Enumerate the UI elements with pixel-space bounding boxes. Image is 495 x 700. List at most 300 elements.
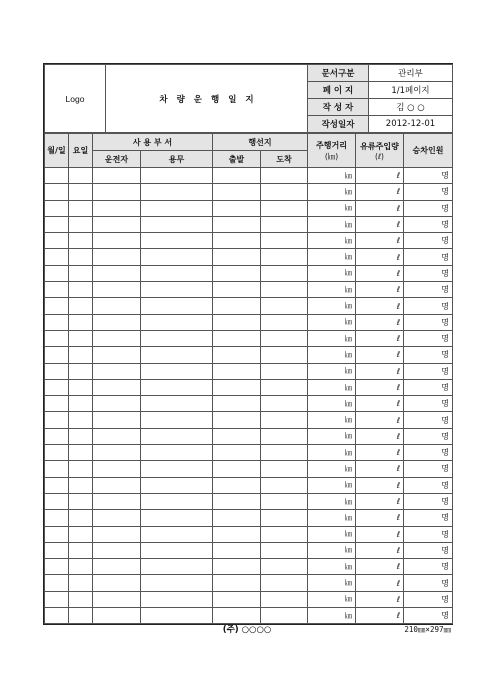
cell-depart[interactable] (213, 282, 261, 298)
cell-arrive[interactable] (261, 445, 308, 461)
cell-fuel[interactable]: ℓ (356, 379, 404, 395)
cell-arrive[interactable] (261, 608, 308, 624)
cell-date[interactable] (45, 461, 69, 477)
cell-fuel[interactable]: ℓ (356, 314, 404, 330)
cell-driver[interactable] (93, 265, 141, 281)
cell-fuel[interactable]: ℓ (356, 428, 404, 444)
cell-fuel[interactable]: ℓ (356, 298, 404, 314)
col-fuel-label: 유류주입량 (360, 141, 399, 151)
table-row (45, 184, 453, 200)
meta-value-author[interactable]: 김 ○ ○ (369, 99, 453, 116)
cell-depart[interactable] (213, 396, 261, 412)
cell-distance[interactable]: ㎞ (308, 200, 356, 216)
cell-passengers[interactable]: 명 (404, 249, 453, 265)
cell-passengers[interactable]: 명 (404, 428, 453, 444)
col-purpose: 용무 (141, 151, 213, 168)
cell-purpose[interactable] (141, 233, 213, 249)
col-date: 월/일 (45, 134, 69, 168)
cell-arrive[interactable] (261, 233, 308, 249)
cell-passengers[interactable]: 명 (404, 575, 453, 591)
cell-distance[interactable]: ㎞ (308, 608, 356, 624)
cell-depart[interactable] (213, 445, 261, 461)
cell-fuel[interactable]: ℓ (356, 461, 404, 477)
col-driver: 운전자 (93, 151, 141, 168)
cell-arrive[interactable] (261, 379, 308, 395)
cell-distance[interactable]: ㎞ (308, 249, 356, 265)
cell-fuel[interactable]: ℓ (356, 591, 404, 607)
table-row (45, 282, 453, 298)
cell-driver[interactable] (93, 184, 141, 200)
cell-depart[interactable] (213, 477, 261, 493)
col-fuel (356, 134, 404, 168)
cell-distance[interactable]: ㎞ (308, 379, 356, 395)
cell-arrive[interactable] (261, 200, 308, 216)
cell-fuel[interactable]: ℓ (356, 510, 404, 526)
cell-distance[interactable]: ㎞ (308, 461, 356, 477)
cell-driver[interactable] (93, 461, 141, 477)
cell-arrive[interactable] (261, 396, 308, 412)
cell-fuel[interactable]: ℓ (356, 526, 404, 542)
cell-fuel[interactable]: ℓ (356, 477, 404, 493)
cell-depart[interactable] (213, 184, 261, 200)
cell-depart[interactable] (213, 542, 261, 558)
col-passengers: 승차인원 (404, 134, 453, 168)
cell-arrive[interactable] (261, 265, 308, 281)
cell-depart[interactable] (213, 412, 261, 428)
meta-label-page: 페 이 지 (308, 82, 369, 99)
table-row (45, 330, 453, 346)
cell-depart[interactable] (213, 265, 261, 281)
cell-day[interactable] (69, 445, 93, 461)
cell-arrive[interactable] (261, 330, 308, 346)
cell-fuel[interactable]: ℓ (356, 233, 404, 249)
table-row (45, 412, 453, 428)
cell-fuel[interactable]: ℓ (356, 168, 404, 184)
cell-passengers[interactable]: 명 (404, 168, 453, 184)
cell-fuel[interactable]: ℓ (356, 412, 404, 428)
cell-day[interactable] (69, 282, 93, 298)
logo: Logo (45, 65, 106, 133)
cell-day[interactable] (69, 200, 93, 216)
cell-date[interactable] (45, 298, 69, 314)
cell-fuel[interactable]: ℓ (356, 200, 404, 216)
cell-passengers[interactable]: 명 (404, 265, 453, 281)
cell-distance[interactable]: ㎞ (308, 445, 356, 461)
cell-arrive[interactable] (261, 249, 308, 265)
cell-arrive[interactable] (261, 298, 308, 314)
cell-depart[interactable] (213, 510, 261, 526)
cell-purpose[interactable] (141, 298, 213, 314)
cell-day[interactable] (69, 396, 93, 412)
cell-day[interactable] (69, 184, 93, 200)
table-row (45, 608, 453, 624)
cell-day[interactable] (69, 347, 93, 363)
vehicle-log-form (43, 63, 453, 625)
table-row (45, 575, 453, 591)
cell-depart[interactable] (213, 379, 261, 395)
cell-depart[interactable] (213, 575, 261, 591)
cell-date[interactable] (45, 347, 69, 363)
cell-date[interactable] (45, 591, 69, 607)
cell-driver[interactable] (93, 216, 141, 232)
cell-distance[interactable]: ㎞ (308, 412, 356, 428)
cell-driver[interactable] (93, 445, 141, 461)
cell-passengers[interactable]: 명 (404, 184, 453, 200)
cell-passengers[interactable]: 명 (404, 363, 453, 379)
cell-arrive[interactable] (261, 168, 308, 184)
cell-purpose[interactable] (141, 526, 213, 542)
cell-passengers[interactable]: 명 (404, 347, 453, 363)
cell-date[interactable] (45, 200, 69, 216)
cell-fuel[interactable]: ℓ (356, 363, 404, 379)
cell-depart[interactable] (213, 200, 261, 216)
cell-purpose[interactable] (141, 347, 213, 363)
cell-driver[interactable] (93, 559, 141, 575)
cell-date[interactable] (45, 493, 69, 509)
cell-date[interactable] (45, 559, 69, 575)
cell-day[interactable] (69, 168, 93, 184)
cell-arrive[interactable] (261, 461, 308, 477)
cell-depart[interactable] (213, 608, 261, 624)
cell-purpose[interactable] (141, 396, 213, 412)
cell-passengers[interactable]: 명 (404, 200, 453, 216)
cell-passengers[interactable]: 명 (404, 542, 453, 558)
cell-driver[interactable] (93, 379, 141, 395)
footer (43, 623, 451, 635)
cell-purpose[interactable] (141, 200, 213, 216)
cell-purpose[interactable] (141, 216, 213, 232)
cell-day[interactable] (69, 510, 93, 526)
cell-fuel[interactable]: ℓ (356, 396, 404, 412)
cell-arrive[interactable] (261, 314, 308, 330)
cell-purpose[interactable] (141, 510, 213, 526)
cell-date[interactable] (45, 477, 69, 493)
cell-driver[interactable] (93, 363, 141, 379)
cell-day[interactable] (69, 591, 93, 607)
cell-fuel[interactable]: ℓ (356, 265, 404, 281)
cell-driver[interactable] (93, 249, 141, 265)
cell-driver[interactable] (93, 298, 141, 314)
cell-arrive[interactable] (261, 526, 308, 542)
cell-distance[interactable]: ㎞ (308, 510, 356, 526)
cell-arrive[interactable] (261, 184, 308, 200)
cell-passengers[interactable]: 명 (404, 298, 453, 314)
paper-size: 210㎜×297㎜ (404, 625, 451, 634)
cell-distance[interactable]: ㎞ (308, 314, 356, 330)
cell-date[interactable] (45, 396, 69, 412)
cell-date[interactable] (45, 168, 69, 184)
cell-passengers[interactable]: 명 (404, 477, 453, 493)
cell-passengers[interactable]: 명 (404, 379, 453, 395)
col-day: 요일 (69, 134, 93, 168)
log-table (44, 133, 453, 624)
cell-purpose[interactable] (141, 412, 213, 428)
cell-fuel[interactable]: ℓ (356, 608, 404, 624)
cell-day[interactable] (69, 477, 93, 493)
cell-purpose[interactable] (141, 608, 213, 624)
page-title: 차량운행일지 (106, 65, 308, 133)
cell-purpose[interactable] (141, 330, 213, 346)
table-row (45, 363, 453, 379)
table-row (45, 461, 453, 477)
cell-arrive[interactable] (261, 591, 308, 607)
cell-day[interactable] (69, 233, 93, 249)
cell-driver[interactable] (93, 608, 141, 624)
cell-distance[interactable]: ㎞ (308, 477, 356, 493)
table-row (45, 379, 453, 395)
cell-distance[interactable]: ㎞ (308, 216, 356, 232)
cell-day[interactable] (69, 216, 93, 232)
cell-distance[interactable]: ㎞ (308, 184, 356, 200)
cell-date[interactable] (45, 216, 69, 232)
cell-day[interactable] (69, 298, 93, 314)
cell-purpose[interactable] (141, 559, 213, 575)
table-row (45, 216, 453, 232)
cell-day[interactable] (69, 575, 93, 591)
cell-purpose[interactable] (141, 477, 213, 493)
cell-arrive[interactable] (261, 216, 308, 232)
cell-driver[interactable] (93, 591, 141, 607)
meta-label-doc-type: 문서구분 (308, 65, 369, 82)
cell-passengers[interactable]: 명 (404, 591, 453, 607)
cell-purpose[interactable] (141, 575, 213, 591)
cell-depart[interactable] (213, 347, 261, 363)
cell-fuel[interactable]: ℓ (356, 249, 404, 265)
cell-fuel[interactable]: ℓ (356, 445, 404, 461)
cell-fuel[interactable]: ℓ (356, 330, 404, 346)
cell-depart[interactable] (213, 591, 261, 607)
cell-fuel[interactable]: ℓ (356, 184, 404, 200)
cell-date[interactable] (45, 379, 69, 395)
cell-arrive[interactable] (261, 428, 308, 444)
cell-passengers[interactable]: 명 (404, 330, 453, 346)
cell-driver[interactable] (93, 314, 141, 330)
cell-distance[interactable]: ㎞ (308, 559, 356, 575)
cell-driver[interactable] (93, 542, 141, 558)
cell-day[interactable] (69, 608, 93, 624)
cell-date[interactable] (45, 510, 69, 526)
cell-distance[interactable]: ㎞ (308, 282, 356, 298)
cell-driver[interactable] (93, 233, 141, 249)
cell-day[interactable] (69, 428, 93, 444)
table-row (45, 168, 453, 184)
cell-fuel[interactable]: ℓ (356, 216, 404, 232)
cell-arrive[interactable] (261, 282, 308, 298)
cell-date[interactable] (45, 282, 69, 298)
cell-driver[interactable] (93, 428, 141, 444)
cell-arrive[interactable] (261, 510, 308, 526)
cell-passengers[interactable]: 명 (404, 461, 453, 477)
cell-arrive[interactable] (261, 559, 308, 575)
cell-driver[interactable] (93, 477, 141, 493)
cell-day[interactable] (69, 526, 93, 542)
cell-passengers[interactable]: 명 (404, 608, 453, 624)
cell-purpose[interactable] (141, 445, 213, 461)
cell-depart[interactable] (213, 526, 261, 542)
cell-depart[interactable] (213, 249, 261, 265)
cell-purpose[interactable] (141, 591, 213, 607)
cell-purpose[interactable] (141, 363, 213, 379)
cell-depart[interactable] (213, 298, 261, 314)
cell-distance[interactable]: ㎞ (308, 591, 356, 607)
cell-day[interactable] (69, 330, 93, 346)
meta-value-page[interactable]: 1/1페이지 (369, 82, 453, 99)
table-row (45, 526, 453, 542)
cell-purpose[interactable] (141, 314, 213, 330)
cell-date[interactable] (45, 249, 69, 265)
table-row (45, 314, 453, 330)
cell-depart[interactable] (213, 233, 261, 249)
col-depart: 출발 (213, 151, 261, 168)
col-distance-unit: (㎞) (324, 151, 339, 161)
cell-passengers[interactable]: 명 (404, 216, 453, 232)
cell-day[interactable] (69, 559, 93, 575)
cell-passengers[interactable]: 명 (404, 559, 453, 575)
cell-arrive[interactable] (261, 412, 308, 428)
cell-fuel[interactable]: ℓ (356, 559, 404, 575)
cell-distance[interactable]: ㎞ (308, 330, 356, 346)
cell-passengers[interactable]: 명 (404, 510, 453, 526)
cell-distance[interactable]: ㎞ (308, 233, 356, 249)
cell-day[interactable] (69, 412, 93, 428)
cell-date[interactable] (45, 412, 69, 428)
cell-passengers[interactable]: 명 (404, 445, 453, 461)
cell-driver[interactable] (93, 510, 141, 526)
cell-distance[interactable]: ㎞ (308, 542, 356, 558)
col-distance (308, 134, 356, 168)
cell-day[interactable] (69, 363, 93, 379)
cell-fuel[interactable]: ℓ (356, 347, 404, 363)
cell-arrive[interactable] (261, 363, 308, 379)
cell-date[interactable] (45, 526, 69, 542)
cell-distance[interactable]: ㎞ (308, 168, 356, 184)
cell-passengers[interactable]: 명 (404, 233, 453, 249)
cell-date[interactable] (45, 608, 69, 624)
cell-distance[interactable]: ㎞ (308, 363, 356, 379)
cell-date[interactable] (45, 445, 69, 461)
cell-date[interactable] (45, 330, 69, 346)
cell-passengers[interactable]: 명 (404, 412, 453, 428)
cell-distance[interactable]: ㎞ (308, 347, 356, 363)
cell-day[interactable] (69, 542, 93, 558)
cell-depart[interactable] (213, 493, 261, 509)
cell-day[interactable] (69, 314, 93, 330)
cell-depart[interactable] (213, 330, 261, 346)
col-distance-label: 주행거리 (316, 140, 347, 150)
cell-depart[interactable] (213, 461, 261, 477)
cell-depart[interactable] (213, 216, 261, 232)
cell-arrive[interactable] (261, 477, 308, 493)
cell-date[interactable] (45, 428, 69, 444)
cell-day[interactable] (69, 265, 93, 281)
cell-date[interactable] (45, 265, 69, 281)
table-row (45, 445, 453, 461)
cell-day[interactable] (69, 379, 93, 395)
cell-purpose[interactable] (141, 282, 213, 298)
cell-passengers[interactable]: 명 (404, 493, 453, 509)
cell-fuel[interactable]: ℓ (356, 575, 404, 591)
table-row (45, 347, 453, 363)
cell-driver[interactable] (93, 282, 141, 298)
cell-distance[interactable]: ㎞ (308, 396, 356, 412)
cell-depart[interactable] (213, 314, 261, 330)
cell-passengers[interactable]: 명 (404, 396, 453, 412)
cell-depart[interactable] (213, 428, 261, 444)
table-row (45, 200, 453, 216)
cell-arrive[interactable] (261, 493, 308, 509)
table-row (45, 428, 453, 444)
table-row (45, 591, 453, 607)
cell-date[interactable] (45, 233, 69, 249)
cell-date[interactable] (45, 575, 69, 591)
cell-driver[interactable] (93, 396, 141, 412)
cell-passengers[interactable]: 명 (404, 314, 453, 330)
cell-day[interactable] (69, 461, 93, 477)
cell-driver[interactable] (93, 575, 141, 591)
cell-purpose[interactable] (141, 168, 213, 184)
cell-distance[interactable]: ㎞ (308, 526, 356, 542)
cell-purpose[interactable] (141, 542, 213, 558)
cell-purpose[interactable] (141, 265, 213, 281)
cell-day[interactable] (69, 249, 93, 265)
cell-passengers[interactable]: 명 (404, 282, 453, 298)
col-dept: 사 용 부 서 (93, 134, 213, 151)
cell-date[interactable] (45, 184, 69, 200)
cell-arrive[interactable] (261, 542, 308, 558)
cell-distance[interactable]: ㎞ (308, 493, 356, 509)
col-arrive: 도착 (261, 151, 308, 168)
cell-distance[interactable]: ㎞ (308, 265, 356, 281)
cell-driver[interactable] (93, 330, 141, 346)
meta-value-date[interactable]: 2012-12-01 (369, 116, 453, 133)
cell-day[interactable] (69, 493, 93, 509)
table-row (45, 542, 453, 558)
cell-driver[interactable] (93, 168, 141, 184)
cell-date[interactable] (45, 542, 69, 558)
cell-purpose[interactable] (141, 249, 213, 265)
cell-purpose[interactable] (141, 428, 213, 444)
cell-driver[interactable] (93, 347, 141, 363)
table-row (45, 233, 453, 249)
cell-purpose[interactable] (141, 461, 213, 477)
cell-driver[interactable] (93, 526, 141, 542)
meta-value-doc-type[interactable]: 관리부 (369, 65, 453, 82)
cell-arrive[interactable] (261, 575, 308, 591)
meta-label-author: 작 성 자 (308, 99, 369, 116)
cell-fuel[interactable]: ℓ (356, 542, 404, 558)
cell-fuel[interactable]: ℓ (356, 493, 404, 509)
cell-purpose[interactable] (141, 493, 213, 509)
cell-distance[interactable]: ㎞ (308, 298, 356, 314)
cell-purpose[interactable] (141, 379, 213, 395)
cell-depart[interactable] (213, 559, 261, 575)
cell-passengers[interactable]: 명 (404, 526, 453, 542)
col-destination: 행선지 (213, 134, 308, 151)
table-row (45, 249, 453, 265)
cell-distance[interactable]: ㎞ (308, 575, 356, 591)
cell-arrive[interactable] (261, 347, 308, 363)
cell-driver[interactable] (93, 493, 141, 509)
cell-depart[interactable] (213, 168, 261, 184)
cell-purpose[interactable] (141, 184, 213, 200)
cell-driver[interactable] (93, 200, 141, 216)
cell-distance[interactable]: ㎞ (308, 428, 356, 444)
cell-driver[interactable] (93, 412, 141, 428)
cell-fuel[interactable]: ℓ (356, 282, 404, 298)
cell-date[interactable] (45, 314, 69, 330)
cell-depart[interactable] (213, 363, 261, 379)
cell-date[interactable] (45, 363, 69, 379)
